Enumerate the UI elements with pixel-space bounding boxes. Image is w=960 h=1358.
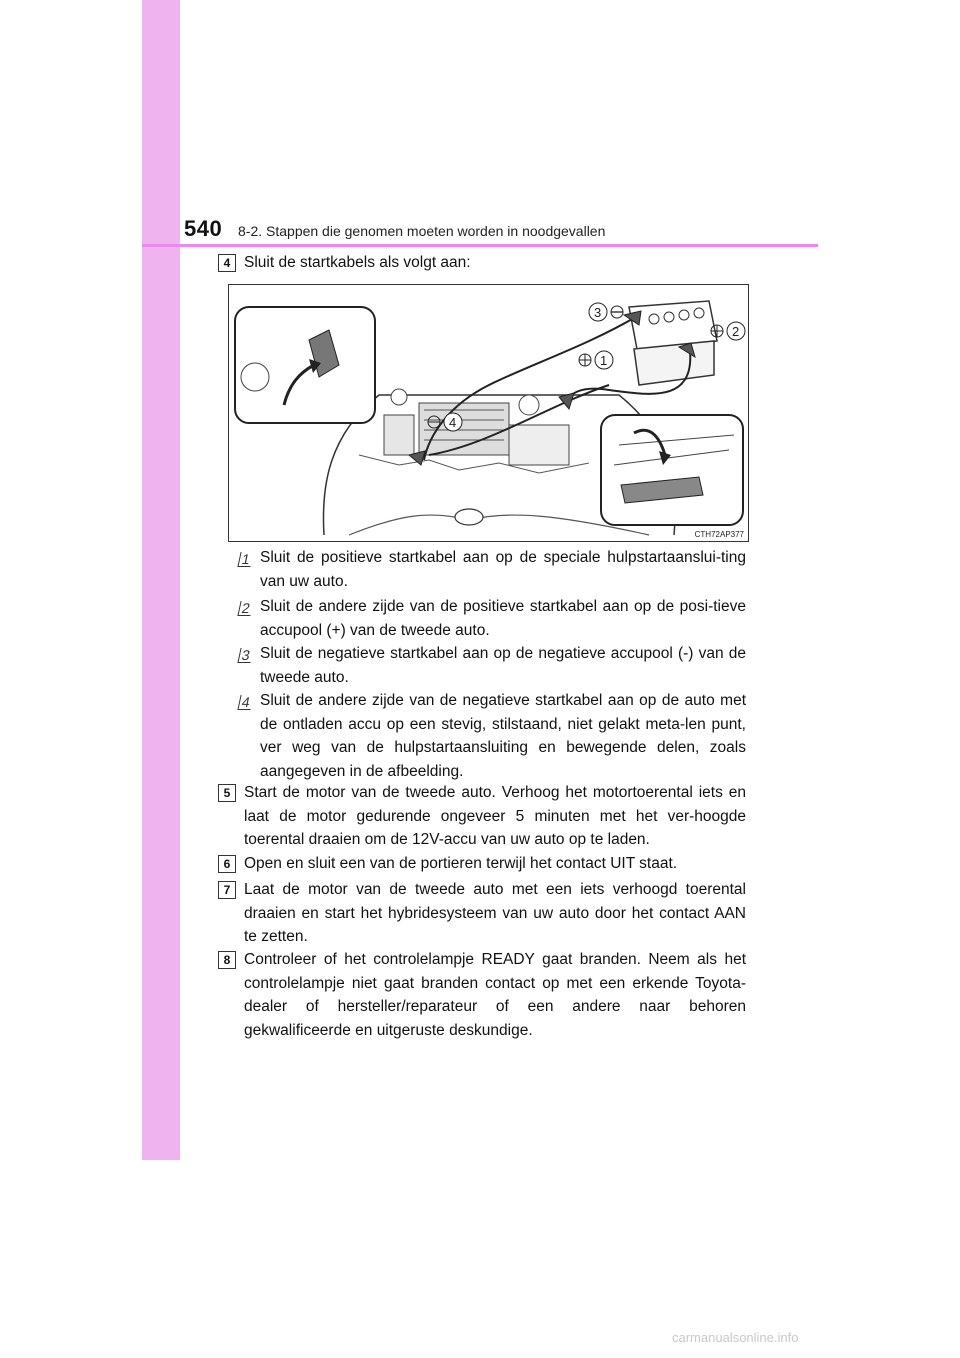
watermark: carmanualsonline.info [672,1330,799,1345]
step-badge-6: 6 [218,855,236,873]
substep-text-2: Sluit de andere zijde van de positieve startkabel aan op de posi-tieve accupool (+) van de tweede auto. [260,598,746,639]
jump-start-illustration [229,285,749,542]
step-text-4: Sluit de startkabels als volgt aan: [244,254,471,271]
jump-start-figure [228,284,749,542]
step-badge-7: 7 [218,881,236,899]
step-text-7: Laat de motor van de tweede auto met een iets verhoogd toerental draaien en start het hybridesysteem van uw auto door het contact AAN te zetten. [244,881,746,945]
step-text-8: Controleer of het controlelampje READY gaat branden. Neem als het controlelampje niet gaat branden contact op met een erkende Toyota-dealer of hersteller/reparateur of een andere naar behoren gekwalificeerde en uitgeruste deskundige. [244,951,746,1039]
callout-4: 4 [449,415,457,430]
callout-3: 3 [594,305,602,320]
substep-text-4: Sluit de andere zijde van de negatieve startkabel aan op de auto met de ontladen accu op een stevig, stilstaand, niet gelakt meta-len punt, ver weg van de hulpstartaansluiting en bewegende delen, zoals aangegeven in de afbeelding. [260,692,746,780]
substep-number-4: 4 [238,692,252,712]
figure-code: CTH72AP377 [694,530,744,539]
substep-text-1: Sluit de positieve startkabel aan op de speciale hulpstartaanslui-ting van uw auto. [260,549,746,590]
step-badge-4: 4 [218,254,236,272]
substep-number-1: 1 [238,549,252,569]
callout-1: 1 [600,353,608,368]
step-text-6: Open en sluit een van de portieren terwijl het contact UIT staat. [244,855,678,872]
step-badge-5: 5 [218,784,236,802]
callout-2: 2 [732,324,740,339]
header-rule [142,244,818,247]
substep-text-3: Sluit de negatieve startkabel aan op de negatieve accupool (-) van de tweede auto. [260,645,746,686]
chapter-sidebar [142,0,180,1160]
page-number: 540 [184,216,223,241]
substep-number-3: 3 [238,645,252,665]
step-badge-8: 8 [218,951,236,969]
step-text-5: Start de motor van de tweede auto. Verhoog het motortoerental iets en laat de motor gedurende ongeveer 5 minuten met het ver-hoogde toerental draaien om de 12V-accu van uw auto op te laden. [244,784,746,848]
section-title: 8-2. Stappen die genomen moeten worden in noodgevallen [238,223,606,239]
substep-number-2: 2 [238,598,252,618]
